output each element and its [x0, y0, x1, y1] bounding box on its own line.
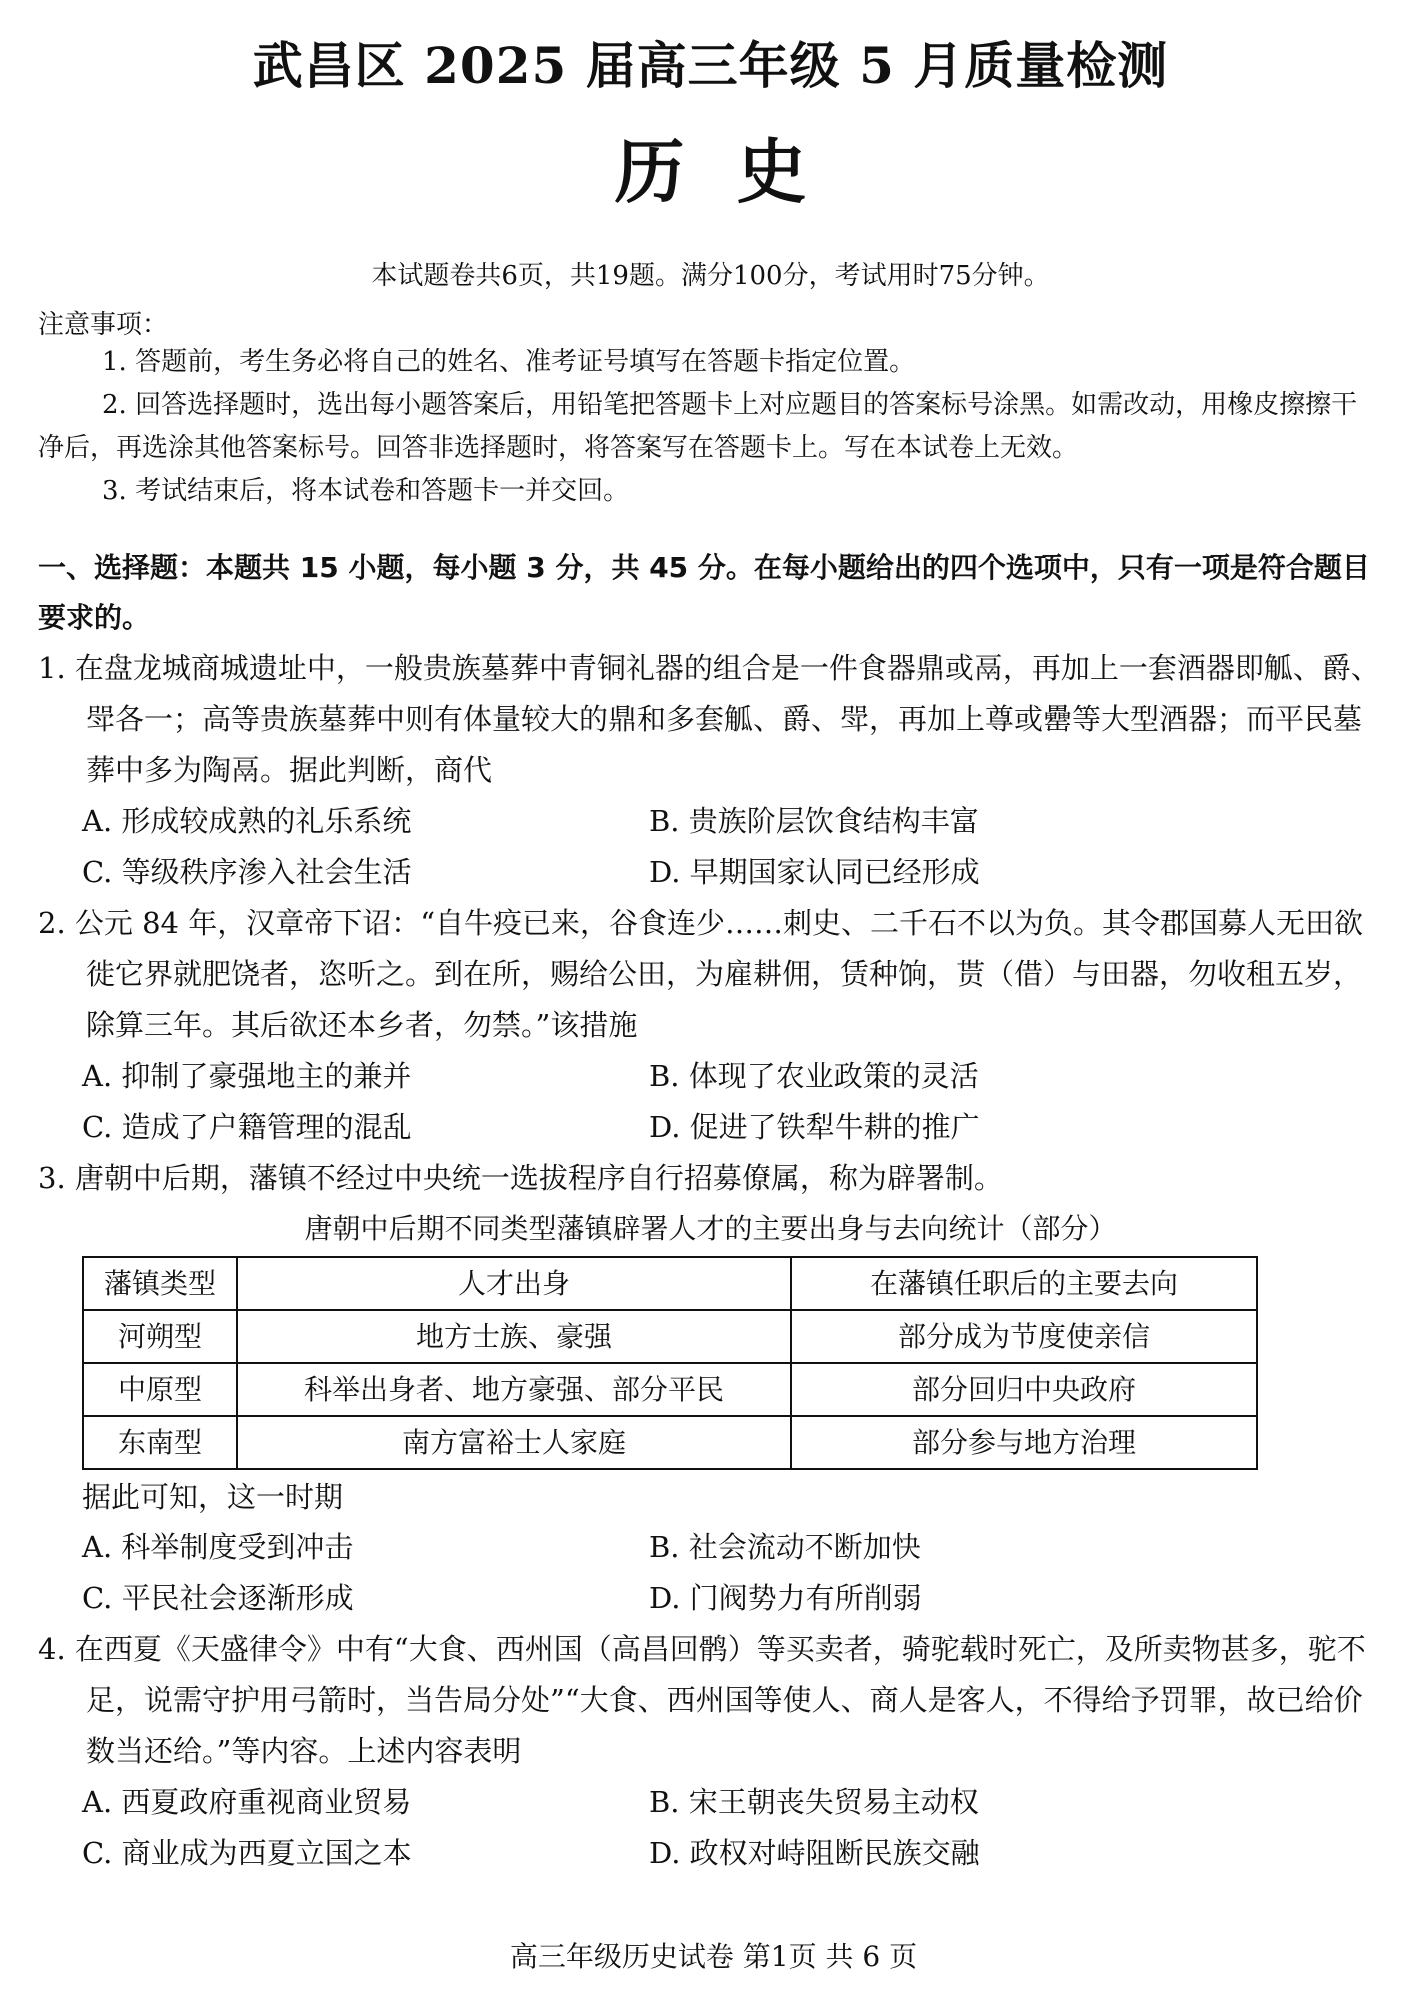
option-a: A. 抑制了豪强地主的兼并 — [82, 1059, 412, 1093]
option-a: A. 形成较成熟的礼乐系统 — [82, 804, 412, 838]
question-stem: 1. 在盘龙城商城遗址中，一般贵族墓葬中青铜礼器的组合是一件食器鼎或鬲，再加上一套酒器即觚、爵、斝各一；高等贵族墓葬中则有体量较大的鼎和多套觚、爵、斝，再加上尊或罍等大型酒器；而平民墓葬中多为陶鬲。据此判断，商代 — [38, 651, 1380, 787]
subject-title: 历史 — [614, 130, 859, 213]
option-c: C. 平民社会逐渐形成 — [82, 1581, 354, 1615]
table-cell: 河朔型 — [83, 1310, 237, 1363]
table-caption: 唐朝中后期不同类型藩镇辟署人才的主要出身与去向统计（部分） — [304, 1212, 1117, 1245]
table-row — [83, 1416, 1257, 1469]
option-b: B. 贵族阶层饮食结构丰富 — [649, 804, 979, 838]
table-cell: 南方富裕士人家庭 — [237, 1416, 791, 1469]
table-cell: 地方士族、豪强 — [237, 1310, 791, 1363]
question-3 — [38, 1153, 1383, 1624]
table-header-cell: 人才出身 — [237, 1257, 791, 1310]
option-c: C. 商业成为西夏立国之本 — [82, 1836, 412, 1870]
option-a: A. 西夏政府重视商业贸易 — [82, 1785, 412, 1819]
table-header-row — [83, 1257, 1257, 1310]
notice-section — [38, 304, 1383, 513]
exam-intro: 本试题卷共6页，共19题。满分100分，考试用时75分钟。 — [371, 261, 1050, 291]
option-c: C. 造成了户籍管理的混乱 — [82, 1110, 412, 1144]
question-4 — [38, 1624, 1383, 1879]
section-heading: 一、选择题：本题共 15 小题，每小题 3 分，共 45 分。在每小题给出的四个选项中，只有一项是符合题目要求的。 — [38, 551, 1370, 634]
data-table — [82, 1256, 1258, 1470]
option-b: B. 社会流动不断加快 — [649, 1530, 921, 1564]
page-footer: 高三年级历史试卷 第1页 共 6 页 — [509, 1940, 918, 1973]
option-grid — [38, 1522, 1383, 1624]
option-c: C. 等级秩序渗入社会生活 — [82, 855, 412, 889]
option-grid — [38, 1051, 1383, 1153]
notice-heading: 注意事项： — [38, 310, 169, 340]
table-cell: 东南型 — [83, 1416, 237, 1469]
question-stem: 4. 在西夏《天盛律令》中有“大食、西州国（高昌回鹘）等买卖者，骑驼载时死亡，及所卖物甚多，驼不足，说需守护用弓箭时，当告局分处”“大食、西州国等使人、商人是客人，不得给予罚罪，故已给价数当还给。”等内容。上述内容表明 — [38, 1632, 1366, 1768]
option-b: B. 宋王朝丧失贸易主动权 — [649, 1785, 979, 1819]
table-cell: 部分成为节度使亲信 — [791, 1310, 1257, 1363]
question-lead: 据此可知，这一时期 — [82, 1480, 344, 1514]
option-grid — [38, 1777, 1383, 1879]
table-row — [83, 1363, 1257, 1416]
notice-item: 3. 考试结束后，将本试卷和答题卡一并交回。 — [102, 476, 630, 506]
table-cell: 部分回归中央政府 — [791, 1363, 1257, 1416]
question-stem: 2. 公元 84 年，汉章帝下诏：“自牛疫已来，谷食连少……刺史、二千石不以为负。其令郡国募人无田欲徙它界就肥饶者，恣听之。到在所，赐给公田，为雇耕佣，赁种饷，贳（借）与田器，勿收租五岁，除算三年。其后欲还本乡者，勿禁。”该措施 — [38, 906, 1364, 1042]
table-header-cell: 藩镇类型 — [83, 1257, 237, 1310]
table-row — [83, 1310, 1257, 1363]
table-cell: 部分参与地方治理 — [791, 1416, 1257, 1469]
table-header-cell: 在藩镇任职后的主要去向 — [791, 1257, 1257, 1310]
exam-title: 武昌区 2025 届高三年级 5 月质量检测 — [252, 36, 1169, 95]
option-grid — [38, 796, 1383, 898]
option-b: B. 体现了农业政策的灵活 — [649, 1059, 979, 1093]
question-2 — [38, 898, 1383, 1153]
option-d: D. 促进了铁犁牛耕的推广 — [649, 1110, 980, 1144]
table-cell: 科举出身者、地方豪强、部分平民 — [237, 1363, 791, 1416]
notice-item: 1. 答题前，考生务必将自己的姓名、准考证号填写在答题卡指定位置。 — [102, 347, 916, 377]
option-a: A. 科举制度受到冲击 — [82, 1530, 354, 1564]
notice-item: 2. 回答选择题时，选出每小题答案后，用铅笔把答题卡上对应题目的答案标号涂黑。如需改动，用橡皮擦擦干净后，再选涂其他答案标号。回答非选择题时，将答案写在答题卡上。写在本试卷上无效。 — [38, 390, 1358, 463]
question-stem: 3. 唐朝中后期，藩镇不经过中央统一选拔程序自行招募僚属，称为辟署制。 — [38, 1161, 1003, 1195]
option-d: D. 早期国家认同已经形成 — [649, 855, 980, 889]
question-1 — [38, 643, 1383, 898]
option-d: D. 政权对峙阻断民族交融 — [649, 1836, 980, 1870]
table-cell: 中原型 — [83, 1363, 237, 1416]
option-d: D. 门阀势力有所削弱 — [649, 1581, 922, 1615]
